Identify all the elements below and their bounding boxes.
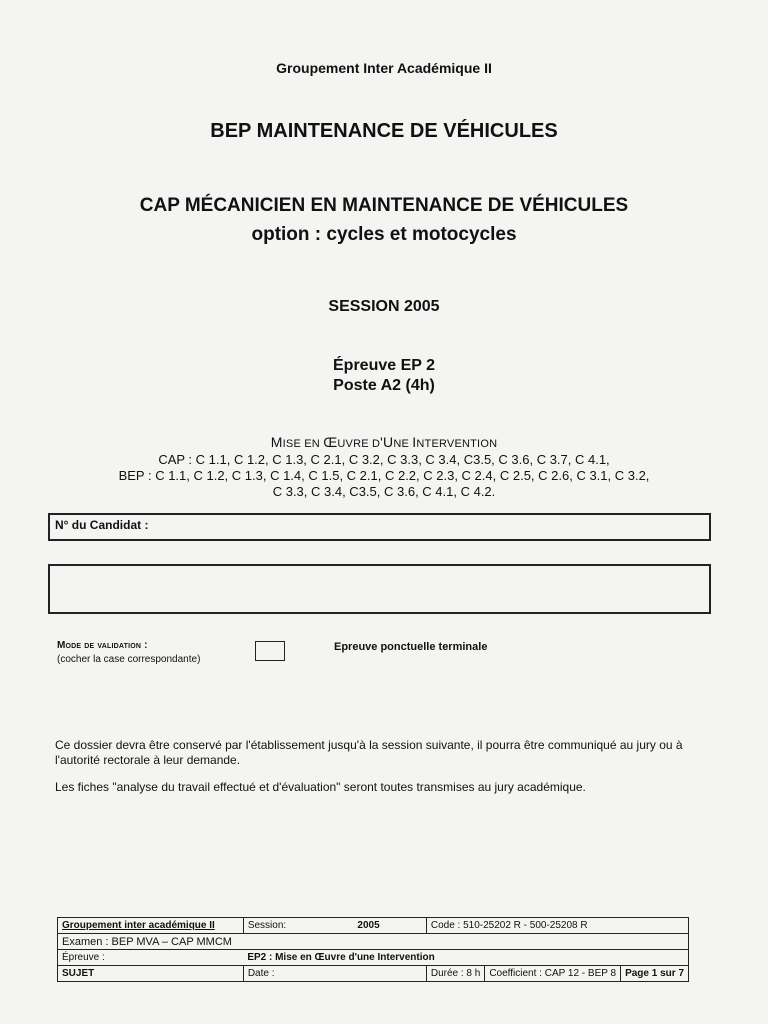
intervention-heading-part: UVRE D [337, 438, 381, 450]
intervention-heading-part: M [270, 434, 283, 450]
candidate-number-label: N° du Candidat : [55, 518, 149, 532]
footer-row [58, 934, 689, 950]
session-title: SESSION 2005 [328, 298, 440, 315]
footer-sujet: SUJET [58, 966, 244, 982]
intervention-heading-part: I [412, 434, 417, 450]
footer-row [58, 966, 689, 982]
cap-title: CAP MÉCANICIEN EN MAINTENANCE DE VÉHICULES [139, 195, 629, 216]
footer-row [58, 918, 689, 934]
candidate-name-field[interactable] [48, 564, 711, 614]
validation-checkbox[interactable] [255, 641, 285, 661]
conservation-note: Ce dossier devra être conservé par l'établissement jusqu'à la session suivante, il pourra être communiqué au jury ou à l'autorité rectorale à leur demande. [55, 738, 683, 767]
footer-page: Page 1 sur 7 [621, 966, 689, 982]
footer-duree: Durée : 8 h [426, 966, 484, 982]
footer-session-label: Session: [243, 918, 353, 934]
transmission-note: Les fiches "analyse du travail effectué et d'évaluation" seront toutes transmises au jury académique. [55, 780, 586, 794]
intervention-heading-part: 'U [380, 434, 394, 450]
intervention-heading-part: Œ [323, 434, 338, 450]
footer-code: Code : 510-25202 R - 500-25208 R [426, 918, 688, 934]
intervention-heading-part: NE [393, 438, 413, 450]
validation-option-label: Epreuve ponctuelle terminale [334, 641, 488, 653]
bep-competences-line2: C 3.3, C 3.4, C3.5, C 3.6, C 4.1, C 4.2. [272, 484, 496, 499]
bep-competences-line1: BEP : C 1.1, C 1.2, C 1.3, C 1.4, C 1.5, C 2.1, C 2.2, C 2.3, C 2.4, C 2.5, C 2.6, C 3.1, C 3.2, [118, 468, 650, 483]
intervention-heading [0, 434, 768, 450]
validation-mode-hint: (cocher la case correspondante) [57, 654, 201, 665]
epreuve-title: Épreuve EP 2 [333, 357, 435, 374]
footer-epreuve-label: Épreuve : [58, 950, 244, 966]
intervention-heading-part: ISE EN [282, 438, 324, 450]
option-subtitle: option : cycles et motocycles [251, 224, 517, 245]
cap-competences: CAP : C 1.1, C 1.2, C 1.3, C 2.1, C 3.2, C 3.3, C 3.4, C3.5, C 3.6, C 3.7, C 4.1, [158, 452, 610, 467]
validation-mode-label: Mode de validation : [57, 640, 148, 651]
group-title: Groupement Inter Académique II [276, 60, 492, 76]
footer-epreuve-value: EP2 : Mise en Œuvre d'une Intervention [243, 950, 688, 966]
footer-group-cell [58, 918, 244, 934]
footer-date: Date : [243, 966, 426, 982]
poste-title: Poste A2 (4h) [333, 377, 435, 394]
intervention-heading-part: NTERVENTION [416, 438, 498, 450]
candidate-number-field[interactable] [48, 513, 711, 541]
bep-title: BEP MAINTENANCE DE VÉHICULES [210, 120, 558, 142]
footer-coefficient: Coefficient : CAP 12 - BEP 8 [485, 966, 621, 982]
footer-group: Groupement inter académique II [62, 920, 215, 931]
footer-examen: Examen : BEP MVA – CAP MMCM [58, 934, 689, 950]
footer-table [57, 917, 689, 982]
footer-session-value: 2005 [353, 918, 426, 934]
footer-row [58, 950, 689, 966]
